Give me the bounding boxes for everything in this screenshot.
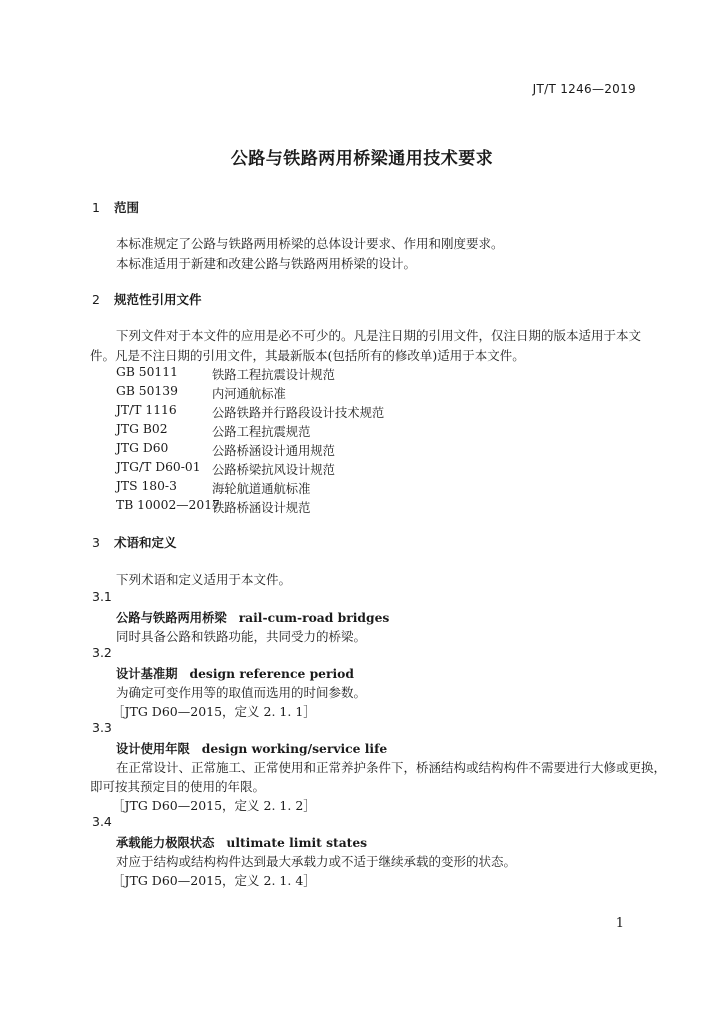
term-chinese: 承载能力极限状态	[116, 836, 215, 850]
term-definition: 为确定可变作用等的取值而选用的时间参数。	[116, 685, 367, 700]
reference-title: 铁路工程抗震设计规范	[212, 368, 335, 382]
section-number: 3	[92, 535, 100, 550]
term-definition: 在正常设计、正常施工、正常使用和正常养护条件下，桥涵结构或结构构件不需要进行大修或更换，	[116, 760, 667, 775]
page-number: 1	[615, 916, 624, 931]
term-chinese: 公路与铁路两用桥梁	[116, 611, 227, 625]
reference-title: 公路工程抗震规范	[212, 425, 311, 439]
term-heading	[116, 833, 367, 851]
scope-paragraph: 本标准规定了公路与铁路两用桥梁的总体设计要求、作用和刚度要求。	[116, 236, 504, 251]
document-code: JT/T 1246—2019	[532, 82, 636, 96]
term-source: ［JTG D60—2015，定义 2. 1. 2］	[112, 798, 316, 813]
term-number: 3.2	[92, 645, 112, 660]
section-title: 范围	[114, 200, 140, 215]
section-2-heading	[92, 290, 202, 308]
term-definition: 同时具备公路和铁路功能，共同受力的桥梁。	[116, 629, 367, 644]
term-number: 3.1	[92, 589, 112, 604]
term-definition: 对应于结构或结构构件达到最大承载力或不适于继续承载的变形的状态。	[116, 854, 517, 869]
reference-title: 铁路桥涵设计规范	[212, 501, 311, 515]
scope-paragraph: 本标准适用于新建和改建公路与铁路两用桥梁的设计。	[116, 256, 417, 271]
term-english: design working/service life	[201, 741, 388, 756]
term-chinese: 设计使用年限	[116, 742, 190, 756]
term-number: 3.4	[92, 814, 112, 829]
reference-code: JTG/T D60-01	[116, 460, 201, 474]
reference-code: GB 50111	[116, 365, 178, 379]
term-source: ［JTG D60—2015，定义 2. 1. 1］	[112, 704, 316, 719]
reference-code: JTG D60	[116, 441, 169, 455]
term-heading	[116, 664, 354, 682]
term-source: ［JTG D60—2015，定义 2. 1. 4］	[112, 873, 316, 888]
section-title: 术语和定义	[114, 535, 177, 550]
reference-title: 公路铁路并行路段设计技术规范	[212, 406, 385, 420]
term-english: design reference period	[189, 666, 354, 681]
reference-title: 海轮航道通航标准	[212, 482, 311, 496]
reference-title: 内河通航标准	[212, 387, 286, 401]
term-chinese: 设计基准期	[116, 667, 178, 681]
reference-code: JT/T 1116	[116, 403, 177, 417]
section-3-heading	[92, 533, 177, 551]
term-definition: 即可按其预定目的使用的年限。	[90, 779, 266, 794]
reference-code: JTS 180-3	[116, 479, 177, 493]
document-title: 公路与铁路两用桥梁通用技术要求	[230, 149, 494, 169]
term-english: ultimate limit states	[226, 835, 368, 850]
reference-title: 公路桥梁抗风设计规范	[212, 463, 335, 477]
references-intro: 下列文件对于本文件的应用是必不可少的。凡是注日期的引用文件，仅注日期的版本适用于本文	[116, 328, 642, 343]
reference-code: GB 50139	[116, 384, 178, 398]
terms-intro: 下列术语和定义适用于本文件。	[116, 572, 292, 587]
reference-code: TB 10002—2017	[116, 498, 220, 512]
term-heading	[116, 608, 389, 626]
term-number: 3.3	[92, 720, 112, 735]
reference-code: JTG B02	[116, 422, 168, 436]
section-number: 2	[92, 292, 100, 307]
term-heading	[116, 739, 387, 757]
references-intro: 件。凡是不注日期的引用文件，其最新版本(包括所有的修改单)适用于本文件。	[90, 348, 525, 363]
section-1-heading	[92, 198, 139, 216]
section-title: 规范性引用文件	[114, 292, 202, 307]
term-english: rail-cum-road bridges	[238, 610, 390, 625]
section-number: 1	[92, 200, 100, 215]
reference-title: 公路桥涵设计通用规范	[212, 444, 335, 458]
